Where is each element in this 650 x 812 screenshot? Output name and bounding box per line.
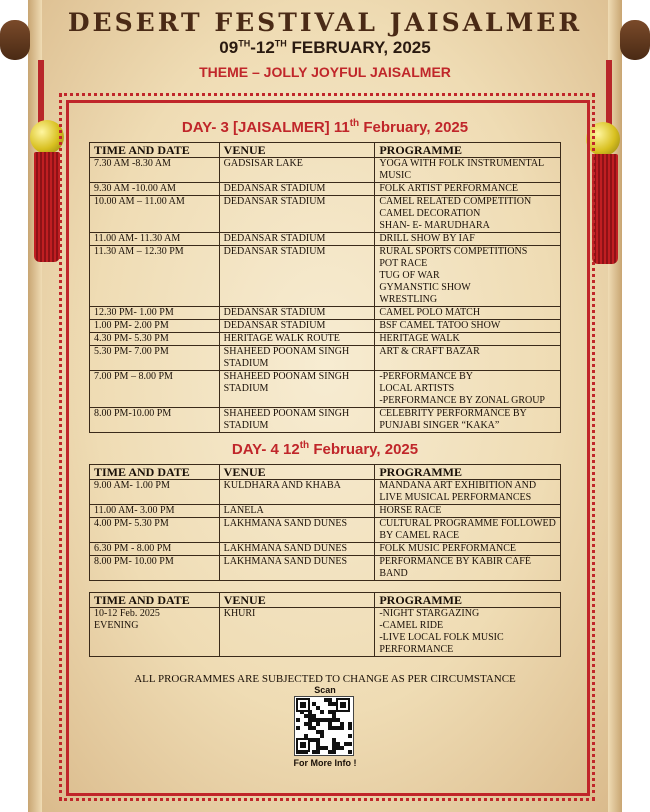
qr-module bbox=[348, 750, 352, 754]
cell-programme: HORSE RACE bbox=[375, 505, 561, 518]
qr-module bbox=[296, 726, 300, 730]
cell-time: 10-12 Feb. 2025 EVENING bbox=[90, 608, 220, 657]
qr-module bbox=[320, 734, 324, 738]
cell-programme: MANDANA ART EXHIBITION AND LIVE MUSICAL PERFORMANCES bbox=[375, 480, 561, 505]
cell-programme: ART & CRAFT BAZAR bbox=[375, 346, 561, 371]
cell-venue: KHURI bbox=[219, 608, 375, 657]
qr-module bbox=[316, 722, 320, 726]
table-row bbox=[90, 408, 561, 433]
festival-theme: THEME – JOLLY JOYFUL JAISALMER bbox=[199, 64, 451, 80]
disclaimer-note: ALL PROGRAMMES ARE SUBJECTED TO CHANGE AS PER CIRCUMSTANCE bbox=[134, 673, 516, 685]
day4-schedule-table bbox=[89, 464, 561, 581]
cell-venue: DEDANSAR STADIUM bbox=[219, 233, 375, 246]
column-header-time: TIME AND DATE bbox=[90, 465, 220, 480]
cell-programme: PERFORMANCE BY KABIR CAFÉ BAND bbox=[375, 556, 561, 581]
cell-time: 5.30 PM- 7.00 PM bbox=[90, 346, 220, 371]
cell-programme: HERITAGE WALK bbox=[375, 333, 561, 346]
cell-time: 1.00 PM- 2.00 PM bbox=[90, 320, 220, 333]
cell-programme: DRILL SHOW BY IAF bbox=[375, 233, 561, 246]
table-row bbox=[90, 480, 561, 505]
cell-time: 8.00 PM-10.00 PM bbox=[90, 408, 220, 433]
day4-heading: DAY- 4 12th February, 2025 bbox=[231, 440, 419, 458]
cell-time: 9.30 AM -10.00 AM bbox=[90, 183, 220, 196]
qr-module bbox=[340, 726, 344, 730]
cell-venue: DEDANSAR STADIUM bbox=[219, 320, 375, 333]
table-row bbox=[90, 246, 561, 307]
cell-programme: CAMEL RELATED COMPETITION CAMEL DECORATION SHAN- E- MARUDHARA bbox=[375, 196, 561, 233]
table-row bbox=[90, 346, 561, 371]
tassel-right bbox=[592, 154, 618, 264]
table-row bbox=[90, 320, 561, 333]
cell-time: 7.00 PM – 8.00 PM bbox=[90, 371, 220, 408]
cell-venue: DEDANSAR STADIUM bbox=[219, 196, 375, 233]
table-row bbox=[90, 307, 561, 320]
qr-module bbox=[316, 750, 320, 754]
cell-time: 4.30 PM- 5.30 PM bbox=[90, 333, 220, 346]
cell-programme: BSF CAMEL TATOO SHOW bbox=[375, 320, 561, 333]
table-row bbox=[90, 333, 561, 346]
qr-module bbox=[296, 718, 300, 722]
cell-venue: LAKHMANA SAND DUNES bbox=[219, 518, 375, 543]
day3-rows bbox=[90, 158, 561, 433]
column-header-programme: PROGRAMME bbox=[375, 593, 561, 608]
cell-programme: FOLK MUSIC PERFORMANCE bbox=[375, 543, 561, 556]
column-header-venue: VENUE bbox=[219, 465, 375, 480]
festival-dates: 09TH-12TH FEBRUARY, 2025 bbox=[219, 38, 431, 57]
table-row bbox=[90, 233, 561, 246]
cell-time: 8.00 PM- 10.00 PM bbox=[90, 556, 220, 581]
cell-venue: KULDHARA AND KHABA bbox=[219, 480, 375, 505]
cell-time: 6.30 PM - 8.00 PM bbox=[90, 543, 220, 556]
cell-time: 7.30 AM -8.30 AM bbox=[90, 158, 220, 183]
extra-schedule-table bbox=[89, 592, 561, 657]
cell-time: 4.00 PM- 5.30 PM bbox=[90, 518, 220, 543]
qr-finder bbox=[300, 702, 306, 708]
qr-code[interactable] bbox=[294, 696, 354, 756]
cell-venue: LAKHMANA SAND DUNES bbox=[219, 556, 375, 581]
column-header-programme: PROGRAMME bbox=[375, 465, 561, 480]
cell-venue: DEDANSAR STADIUM bbox=[219, 307, 375, 320]
qr-finder bbox=[300, 742, 306, 748]
column-header-venue: VENUE bbox=[219, 593, 375, 608]
cell-venue: GADSISAR LAKE bbox=[219, 158, 375, 183]
qr-module bbox=[348, 734, 352, 738]
extra-rows bbox=[90, 608, 561, 657]
festival-title: DESERT FESTIVAL JAISALMER bbox=[67, 8, 583, 37]
cell-venue: LANELA bbox=[219, 505, 375, 518]
qr-module bbox=[348, 726, 352, 730]
qr-module bbox=[332, 750, 336, 754]
cell-programme: CAMEL POLO MATCH bbox=[375, 307, 561, 320]
cell-venue: LAKHMANA SAND DUNES bbox=[219, 543, 375, 556]
table-row bbox=[90, 196, 561, 233]
table-row bbox=[90, 505, 561, 518]
cell-programme: FOLK ARTIST PERFORMANCE bbox=[375, 183, 561, 196]
cell-venue: HERITAGE WALK ROUTE bbox=[219, 333, 375, 346]
qr-module bbox=[340, 746, 344, 750]
cell-programme: RURAL SPORTS COMPETITIONS POT RACE TUG OF WAR GYMANSTIC SHOW WRESTLING bbox=[375, 246, 561, 307]
cell-programme: CELEBRITY PERFORMANCE BY PUNJABI SINGER “KAKA” bbox=[375, 408, 561, 433]
cell-venue: SHAHEED POONAM SINGH STADIUM bbox=[219, 346, 375, 371]
table-row bbox=[90, 608, 561, 657]
table-row bbox=[90, 183, 561, 196]
cell-time: 12.30 PM- 1.00 PM bbox=[90, 307, 220, 320]
qr-module bbox=[348, 742, 352, 746]
cell-time: 9.00 AM- 1.00 PM bbox=[90, 480, 220, 505]
cell-programme: YOGA WITH FOLK INSTRUMENTAL MUSIC bbox=[375, 158, 561, 183]
cell-venue: DEDANSAR STADIUM bbox=[219, 246, 375, 307]
column-header-venue: VENUE bbox=[219, 143, 375, 158]
table-row bbox=[90, 371, 561, 408]
table-row bbox=[90, 556, 561, 581]
cell-time: 10.00 AM – 11.00 AM bbox=[90, 196, 220, 233]
qr-finder bbox=[340, 702, 346, 708]
cell-venue: SHAHEED POONAM SINGH STADIUM bbox=[219, 408, 375, 433]
cell-venue: SHAHEED POONAM SINGH STADIUM bbox=[219, 371, 375, 408]
cell-time: 11.00 AM- 11.30 AM bbox=[90, 233, 220, 246]
cell-programme: -PERFORMANCE BY LOCAL ARTISTS -PERFORMANCE BY ZONAL GROUP bbox=[375, 371, 561, 408]
column-header-programme: PROGRAMME bbox=[375, 143, 561, 158]
scan-label: Scan bbox=[314, 685, 336, 695]
cell-time: 11.00 AM- 3.00 PM bbox=[90, 505, 220, 518]
day3-heading: DAY- 3 [JAISALMER] 11th February, 2025 bbox=[181, 118, 469, 136]
cell-venue: DEDANSAR STADIUM bbox=[219, 183, 375, 196]
table-row bbox=[90, 158, 561, 183]
column-header-time: TIME AND DATE bbox=[90, 143, 220, 158]
day3-schedule-table bbox=[89, 142, 561, 433]
tassel-left bbox=[34, 152, 60, 262]
column-header-time: TIME AND DATE bbox=[90, 593, 220, 608]
cell-programme: CULTURAL PROGRAMME FOLLOWED BY CAMEL RACE bbox=[375, 518, 561, 543]
cell-programme: -NIGHT STARGAZING -CAMEL RIDE -LIVE LOCAL FOLK MUSIC PERFORMANCE bbox=[375, 608, 561, 657]
qr-module bbox=[320, 710, 324, 714]
table-row bbox=[90, 543, 561, 556]
more-info-label: For More Info ! bbox=[293, 758, 357, 768]
table-row bbox=[90, 518, 561, 543]
cell-time: 11.30 AM – 12.30 PM bbox=[90, 246, 220, 307]
day4-rows bbox=[90, 480, 561, 581]
